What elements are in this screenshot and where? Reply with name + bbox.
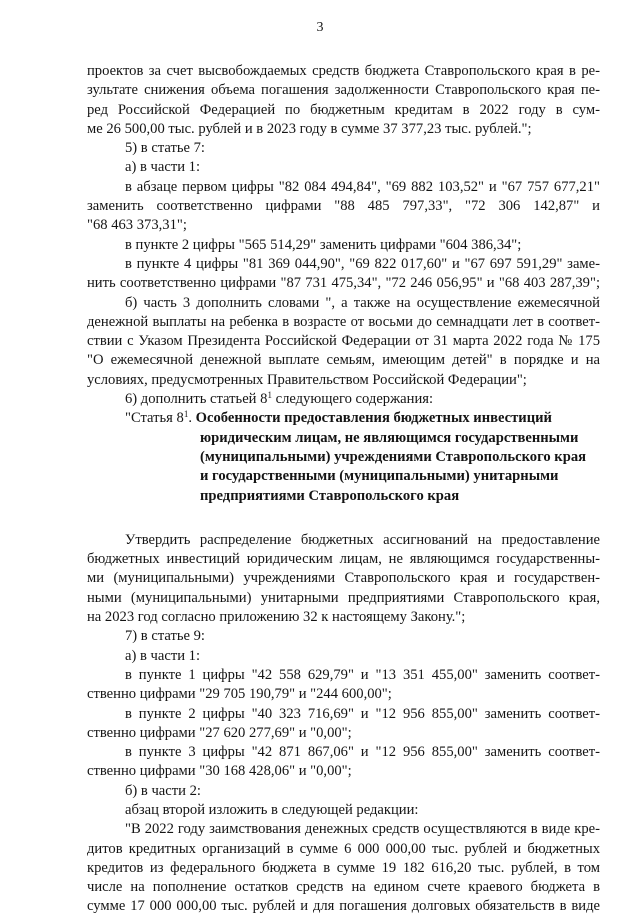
paragraph-block-2 bbox=[87, 531, 600, 917]
text-line: а) в части 1: bbox=[125, 159, 201, 176]
text-line: а) в части 1: bbox=[125, 647, 201, 664]
text-line: ными (муниципальными) унитарными предприятиями Ставропольского края, bbox=[87, 589, 600, 606]
text-line: "68 463 373,31"; bbox=[87, 217, 187, 234]
text-line: ственно цифрами "29 705 190,79" и "244 600,00"; bbox=[87, 686, 392, 703]
text-line: дитов кредитных организаций в сумме 6 000 000,00 тыс. рублей и бюджетных bbox=[87, 840, 600, 857]
text-line: в пункте 3 цифры "42 871 867,06" и "12 956 855,00" заменить соответ- bbox=[125, 744, 600, 761]
text-line: ред Российской Федерацией по бюджетным кредитам в 2022 году в сум- bbox=[87, 101, 600, 118]
page-number: 3 bbox=[316, 20, 324, 35]
paragraph-block-1 bbox=[87, 62, 600, 390]
document-body bbox=[87, 62, 600, 917]
text-line: бюджетных инвестиций юридическим лицам, не являющимся государственны- bbox=[87, 551, 600, 568]
text-line: 7) в статье 9: bbox=[125, 628, 205, 645]
text-line: проектов за счет высвобождаемых средств бюджета Ставропольского края в ре- bbox=[87, 63, 600, 79]
text-line: ми (муниципальными) учреждениями Ставропольского края и государствен- bbox=[87, 570, 600, 587]
text-line: сумме 17 000 000,00 тыс. рублей и для погашения долговых обязательств в виде bbox=[87, 898, 600, 915]
text-line: ственно цифрами "27 620 277,69" и "0,00"; bbox=[87, 724, 352, 741]
text-line: в пункте 4 цифры "81 369 044,90", "69 822 017,60" и "67 697 591,29" заме- bbox=[125, 255, 600, 272]
text-line: абзац второй изложить в следующей редакции: bbox=[125, 801, 419, 818]
text-line: 5) в статье 7: bbox=[125, 140, 205, 157]
article-heading-line: и государственными (муниципальными) унитарными bbox=[200, 468, 559, 485]
text-line: б) в части 2: bbox=[125, 782, 201, 799]
text-line: ствии с Указом Президента Российской Федерации от 31 марта 2022 года № 175 bbox=[87, 333, 600, 350]
text-line: в пункте 2 цифры "565 514,29" заменить цифрами "604 386,34"; bbox=[125, 236, 522, 253]
text-line: в пункте 1 цифры "42 558 629,79" и "13 351 455,00" заменить соответ- bbox=[125, 666, 600, 683]
text-line: нить соответственно цифрами "87 731 475,34", "72 246 056,95" и "68 403 287,39"; bbox=[87, 275, 600, 292]
text-line: числе на пополнение остатков средств на едином счете краевого бюджета в bbox=[87, 879, 600, 896]
text-line: б) часть 3 дополнить словами ", а также на осуществление ежемесячной bbox=[125, 294, 600, 311]
article-heading: "Статья $8^1$. Особенности предоставления бюджетных инвестиций bbox=[125, 409, 552, 427]
text-line: условиях, предусмотренных Правительством Российской Федерации"; bbox=[87, 371, 527, 388]
text-line: на 2023 год согласно приложению 32 к настоящему Закону."; bbox=[87, 609, 466, 626]
text-line: денежной выплаты на ребенка в возрасте от восьми до семнадцати лет в соответ- bbox=[87, 313, 600, 330]
text-line: зультате снижения объема погашения задолженности Ставропольского края пе- bbox=[87, 82, 600, 99]
text-line: ственно цифрами "30 168 428,06" и "0,00"; bbox=[87, 763, 352, 780]
text-line: Утвердить распределение бюджетных ассигнований на предоставление bbox=[125, 531, 600, 548]
text-line: "В 2022 году заимствования денежных средств осуществляются в виде кре- bbox=[125, 821, 600, 838]
text-line: в пункте 2 цифры "40 323 716,69" и "12 956 855,00" заменить соответ- bbox=[125, 705, 600, 722]
text-line: кредитов из федерального бюджета в сумме 19 182 616,20 тыс. рублей, в том bbox=[87, 859, 600, 876]
article-heading-line: юридическим лицам, не являющимся государственными bbox=[200, 429, 579, 446]
spacer bbox=[87, 506, 600, 531]
article-heading-line: (муниципальными) учреждениями Ставропольского края bbox=[200, 448, 587, 465]
add-article-line: 6) дополнить статьей $8^1$ следующего содержания: bbox=[125, 390, 434, 408]
text-line: в абзаце первом цифры "82 084 494,84", "69 882 103,52" и "67 757 677,21" bbox=[125, 178, 600, 195]
text-line: заменить соответственно цифрами "88 485 797,33", "72 306 142,87" и bbox=[87, 198, 600, 215]
text-line: "О ежемесячной денежной выплате семьям, имеющим детей" в порядке и на bbox=[87, 352, 600, 369]
text-line: ме 26 500,00 тыс. рублей и в 2023 году в сумме 37 377,23 тыс. рублей."; bbox=[87, 120, 532, 137]
article-heading-line: предприятиями Ставропольского края bbox=[200, 487, 460, 504]
